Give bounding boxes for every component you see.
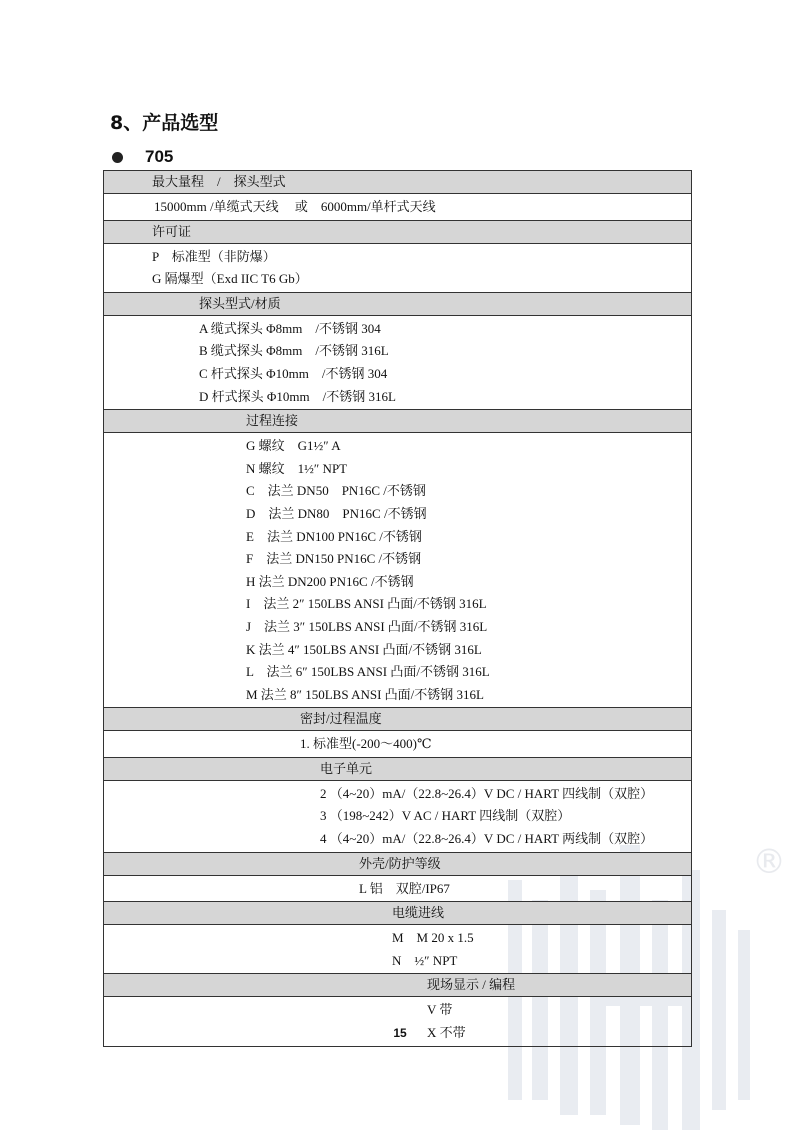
option-line: B 缆式探头 Φ8mm /不锈钢 316L	[199, 343, 389, 359]
option-line: F 法兰 DN150 PN16C /不锈钢	[246, 551, 422, 567]
section-options	[104, 316, 691, 410]
option-line: 15000mm /单缆式天线 或 6000mm/单杆式天线	[154, 199, 436, 214]
section-options	[104, 731, 691, 758]
option-line: 2 （4~20）mA/（22.8~26.4）V DC / HART 四线制（双腔）	[320, 785, 654, 801]
option-line: C 杆式探头 Φ10mm /不锈钢 304	[199, 365, 388, 381]
section-header: 许可证	[104, 221, 691, 244]
option-line: D 杆式探头 Φ10mm /不锈钢 316L	[199, 388, 396, 404]
option-line: G 螺纹 G1½″ A	[246, 438, 341, 454]
section-options	[104, 433, 691, 708]
bullet-icon	[112, 152, 123, 163]
section-options	[104, 194, 691, 221]
option-line: N ½″ NPT	[392, 952, 458, 968]
option-line: M M 20 x 1.5	[392, 930, 474, 946]
option-line: L 法兰 6″ 150LBS ANSI 凸面/不锈钢 316L	[246, 664, 490, 680]
option-line: E 法兰 DN100 PN16C /不锈钢	[246, 528, 422, 544]
option-line: P 标准型（非防爆）	[152, 248, 276, 264]
option-line: C 法兰 DN50 PN16C /不锈钢	[246, 483, 426, 499]
model-number: 705	[145, 147, 174, 166]
model-label	[112, 147, 173, 167]
option-line: V 带	[427, 1002, 453, 1018]
option-line: L 铝 双腔/IP67	[359, 880, 450, 896]
section-options	[104, 244, 691, 293]
section-options	[104, 876, 691, 903]
option-line: I 法兰 2″ 150LBS ANSI 凸面/不锈钢 316L	[246, 596, 487, 612]
option-line: G 隔爆型（Exd IIC T6 Gb）	[152, 271, 308, 287]
selection-table	[103, 170, 692, 1047]
section-header: 电子单元	[104, 758, 691, 781]
section-header: 外壳/防护等级	[104, 853, 691, 876]
option-line: M 法兰 8″ 150LBS ANSI 凸面/不锈钢 316L	[246, 686, 484, 702]
option-line: 4 （4~20）mA/（22.8~26.4）V DC / HART 两线制（双腔）	[320, 831, 654, 847]
section-header: 最大量程 / 探头型式	[104, 171, 691, 194]
option-line: K 法兰 4″ 150LBS ANSI 凸面/不锈钢 316L	[246, 641, 482, 657]
option-line: D 法兰 DN80 PN16C /不锈钢	[246, 505, 427, 521]
registered-mark-icon: ®	[752, 842, 786, 882]
option-line: 1. 标准型(-200～400)℃	[300, 736, 432, 752]
section-header: 过程连接	[104, 410, 691, 433]
section-options	[104, 781, 691, 853]
option-line: X 不带	[427, 1025, 466, 1041]
section-heading: 8、产品选型	[110, 112, 219, 134]
section-header: 电缆进线	[104, 902, 691, 925]
page-number: 15	[393, 1026, 407, 1040]
option-line: N 螺纹 1½″ NPT	[246, 460, 348, 476]
section-header: 探头型式/材质	[104, 293, 691, 316]
option-line: H 法兰 DN200 PN16C /不锈钢	[246, 573, 414, 589]
section-options	[104, 925, 691, 974]
option-line: 3 （198~242）V AC / HART 四线制（双腔）	[320, 808, 571, 824]
section-header: 密封/过程温度	[104, 708, 691, 731]
section-header: 现场显示 / 编程	[104, 974, 691, 997]
option-line: J 法兰 3″ 150LBS ANSI 凸面/不锈钢 316L	[246, 618, 488, 634]
option-line: A 缆式探头 Φ8mm /不锈钢 304	[199, 320, 381, 336]
